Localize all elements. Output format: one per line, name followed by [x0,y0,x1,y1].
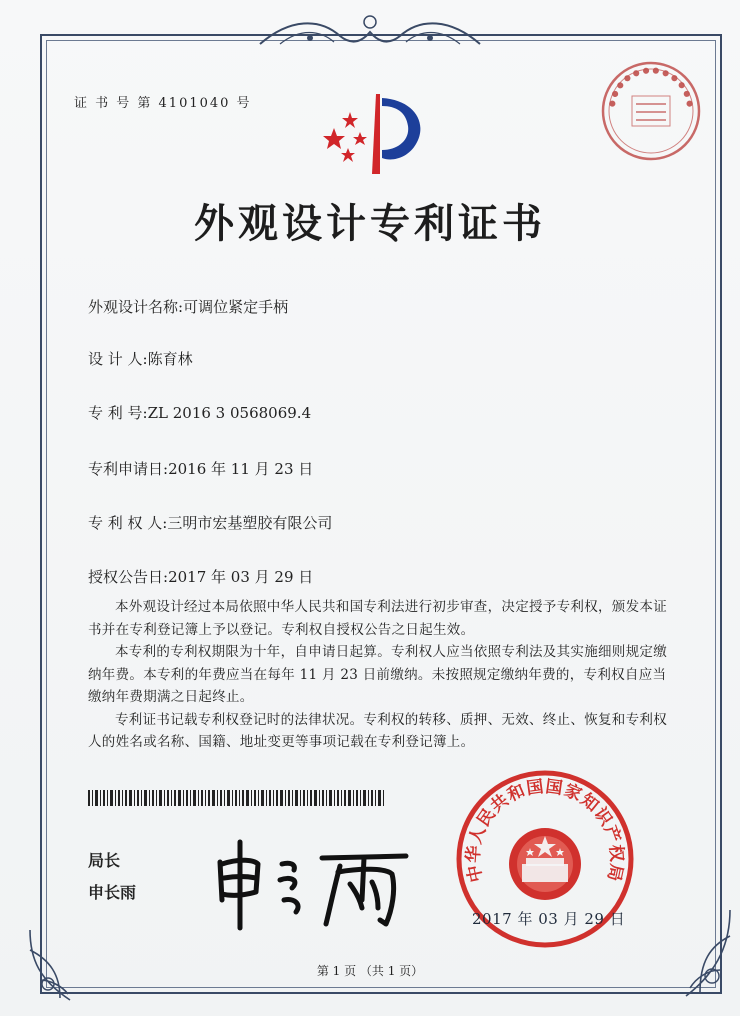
page-number: 第 1 页 （共 1 页） [316,964,424,978]
field-label: 专利申请日: [88,460,169,478]
field-value: 三明市宏基塑胶有限公司 [167,514,333,532]
field-label: 专 利 号: [88,404,148,422]
svg-text:● ● ● ● ● ● ● ● ● ● ● ●: ● ● ● ● ● ● ● ● ● ● ● ● [606,65,696,108]
field-design-name [88,296,288,317]
field-application-date [88,458,313,479]
field-value: 可调位紧定手柄 [183,298,289,316]
agency-stamp [598,58,704,164]
body-paragraph: 本外观设计经过本局依照中华人民共和国专利法进行初步审查，决定授予专利权，颁发本证书并在专利登记簿上予以登记。专利权自授权公告之日起生效。 [88,599,667,638]
field-patentee [88,512,332,533]
director-title: 局长 [88,851,121,870]
field-designer [88,348,193,369]
barcode [88,790,384,806]
body-paragraph: 本专利的专利权期限为十年，自申请日起算。专利权人应当依照专利法及其实施细则规定缴纳年费。本专利的年费应当在每年 11 月 23 日前缴纳。未按照规定缴纳年费的，专利权自应当缴纳年费期满之日起终止。 [88,644,667,705]
field-grant-date [88,566,313,587]
certificate-title: 外观设计专利证书 [194,200,546,247]
seal-org-text: 中华人民共和国国家知识产权局 [463,776,627,884]
seal-date: 2017 年 03 月 29 日 [472,910,626,928]
field-label: 外观设计名称: [88,298,184,316]
field-value: 2017 年 03 月 29 日 [168,568,314,586]
top-ornament [250,8,490,52]
field-label: 设 计 人: [88,350,148,368]
handwritten-signature [210,828,410,938]
field-value: ZL 2016 3 0568069.4 [147,404,312,422]
field-value: 2016 年 11 月 23 日 [168,460,314,478]
field-label: 专 利 权 人: [88,514,168,532]
field-patent-number [88,402,311,423]
field-value: 陈育林 [147,350,193,368]
certificate-body [88,596,674,754]
director-name: 申长雨 [88,883,137,902]
certificate-number: 证 书 号 第 4101040 号 [74,96,252,111]
patent-office-logo [320,88,440,180]
field-label: 授权公告日: [88,568,169,586]
bottom-right-ornament [650,900,740,1010]
body-paragraph: 专利证书记载专利权登记时的法律状况。专利权的转移、质押、无效、终止、恢复和专利权人的姓名或名称、国籍、地址变更等事项记载在专利登记簿上。 [88,711,667,750]
